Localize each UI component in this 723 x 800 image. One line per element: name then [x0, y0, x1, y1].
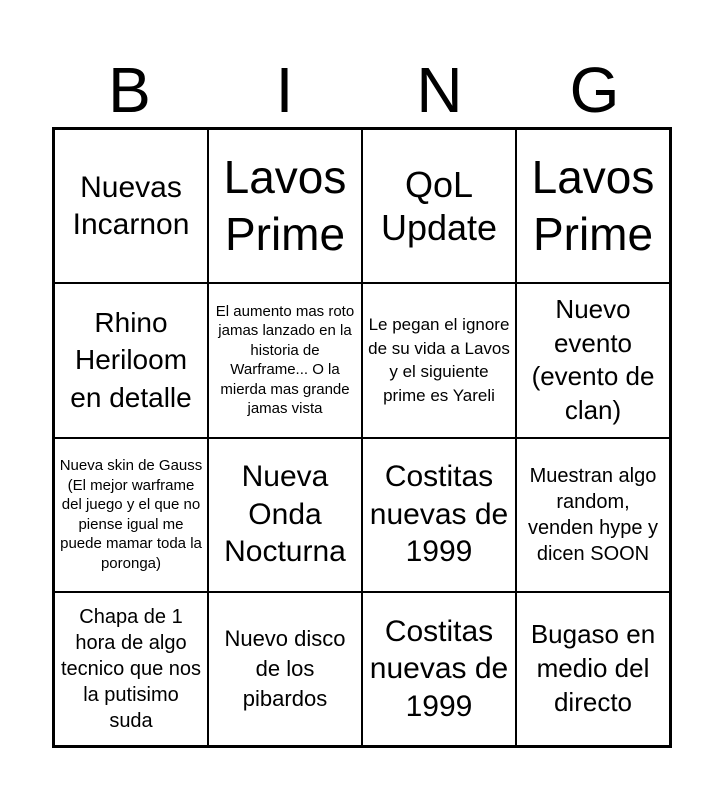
cell-text: Nueva Onda Nocturna	[224, 460, 346, 569]
cell-text: Nuevo disco de los pibardos	[224, 626, 346, 711]
cell-text: Costitas nuevas de 1999	[369, 460, 509, 569]
bingo-cell[interactable]	[362, 283, 516, 437]
header-letter-b: B	[108, 54, 151, 126]
cell-text: Nuevas Incarnon	[72, 170, 190, 242]
bingo-cell[interactable]	[362, 129, 516, 283]
bingo-cell[interactable]	[516, 438, 670, 592]
cell-text: Costitas nuevas de 1999	[369, 614, 509, 723]
bingo-cell[interactable]	[208, 438, 362, 592]
cell-text: Nueva skin de Gauss (El mejor warframe del juego y el que no piense igual me puede mamar toda la poronga)	[59, 457, 203, 572]
bingo-card	[52, 127, 672, 748]
cell-text: Chapa de 1 hora de algo tecnico que nos la putisimo suda	[60, 605, 202, 732]
cell-text: Lavos Prime	[223, 150, 347, 261]
cell-text: El aumento mas roto jamas lanzado en la historia de Warframe... O la mierda mas grande jamas vista	[215, 302, 355, 418]
bingo-cell[interactable]	[516, 592, 670, 746]
cell-text: Rhino Heriloom en detalle	[70, 306, 192, 414]
header-letter-n: N	[416, 54, 463, 126]
cell-text: Lavos Prime	[531, 150, 655, 261]
bingo-cell[interactable]	[54, 592, 208, 746]
bingo-cell[interactable]	[54, 438, 208, 592]
bingo-cell[interactable]	[362, 592, 516, 746]
header-letter-g: G	[569, 54, 620, 126]
header-letter-i: I	[275, 54, 294, 126]
bingo-cell[interactable]	[516, 283, 670, 437]
cell-text: Bugaso en medio del directo	[530, 619, 656, 717]
cell-text: QoL Update	[380, 163, 498, 249]
bingo-cell[interactable]	[54, 283, 208, 437]
cell-text: Le pegan el ignore de su vida a Lavos y el siguiente prime es Yareli	[368, 314, 510, 406]
bingo-cell[interactable]	[208, 283, 362, 437]
cell-text: Muestran algo random, venden hype y dicen SOON	[527, 464, 659, 565]
bingo-cell[interactable]	[54, 129, 208, 283]
cell-text: Nuevo evento (evento de clan)	[531, 293, 655, 426]
bingo-cell[interactable]	[516, 129, 670, 283]
bingo-cell[interactable]	[208, 592, 362, 746]
bingo-cell[interactable]	[362, 438, 516, 592]
bingo-cell[interactable]	[208, 129, 362, 283]
bingo-header	[52, 52, 672, 128]
